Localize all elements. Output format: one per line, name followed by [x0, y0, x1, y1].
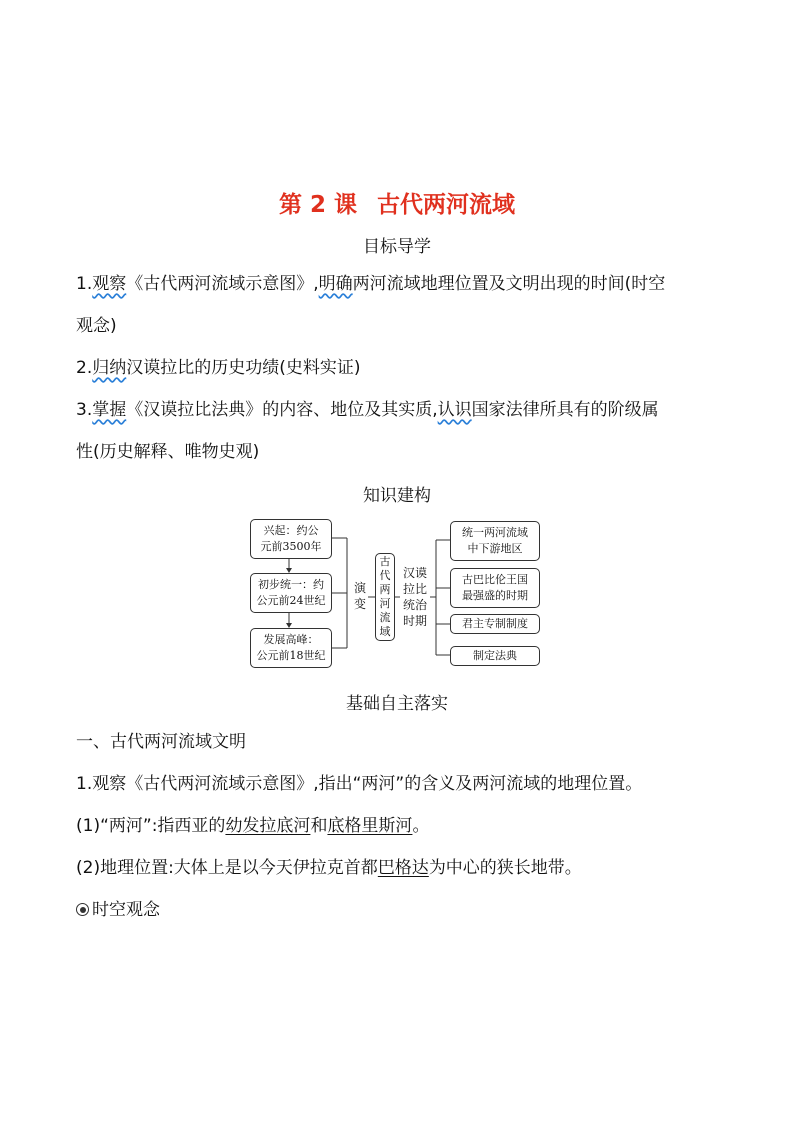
period-label: 汉谟 拉比 统治 时期 [402, 566, 427, 628]
center-topic-box: 古 代 两 河 流 域 [375, 553, 395, 641]
section-structure-heading: 知识建构 [363, 486, 431, 506]
goal-2: 2.归纳汉谟拉比的历史功绩(史料实证) [76, 358, 361, 378]
goal-1-line-1: 1.观察《古代两河流域示意图》,明确两河流域地理位置及文明出现的时间(时空 [76, 274, 666, 294]
goal-1-line-2: 观念) [76, 316, 117, 336]
achievement-box-unify: 统一两河流域 中下游地区 [450, 521, 540, 561]
achievement-box-babylon: 古巴比伦王国 最强盛的时期 [450, 568, 540, 608]
section-1-heading: 一、古代两河流域文明 [76, 732, 246, 752]
goal-3-line-2: 性(历史解释、唯物史观) [76, 442, 260, 462]
stage-box-peak: 发展高峰： 公元前18世纪 [250, 628, 332, 668]
achievement-box-autocracy: 君主专制制度 [450, 614, 540, 634]
stage-box-unification: 初步统一：约 公元前24世纪 [250, 573, 332, 613]
competency-tag: 时空观念 [76, 899, 736, 921]
answer-1: (1)“两河”:指西亚的幼发拉底河和底格里斯河。 [76, 816, 430, 836]
section-basics-heading: 基础自主落实 [346, 694, 448, 714]
section-goals-heading: 目标导学 [363, 237, 431, 257]
lesson-number: 第 2 课 [278, 192, 358, 218]
evolution-label: 演 变 [353, 581, 366, 611]
page-title [0, 186, 794, 219]
goal-3-line-1: 3.掌握《汉谟拉比法典》的内容、地位及其实质,认识国家法律所具有的阶级属 [76, 400, 659, 420]
answer-blank-euphrates: 幼发拉底河 [225, 816, 311, 836]
answer-blank-tigris: 底格里斯河 [327, 816, 413, 836]
answer-2: (2)地理位置:大体上是以今天伊拉克首都巴格达为中心的狭长地带。 [76, 858, 582, 878]
question-1: 1.观察《古代两河流域示意图》,指出“两河”的含义及两河流域的地理位置。 [76, 774, 643, 794]
answer-blank-baghdad: 巴格达 [377, 858, 429, 878]
achievement-box-code: 制定法典 [450, 646, 540, 666]
stage-box-rise: 兴起：约公 元前3500年 [250, 519, 332, 559]
bullet-circle-icon [76, 903, 89, 916]
lesson-name: 古代两河流域 [377, 192, 516, 218]
